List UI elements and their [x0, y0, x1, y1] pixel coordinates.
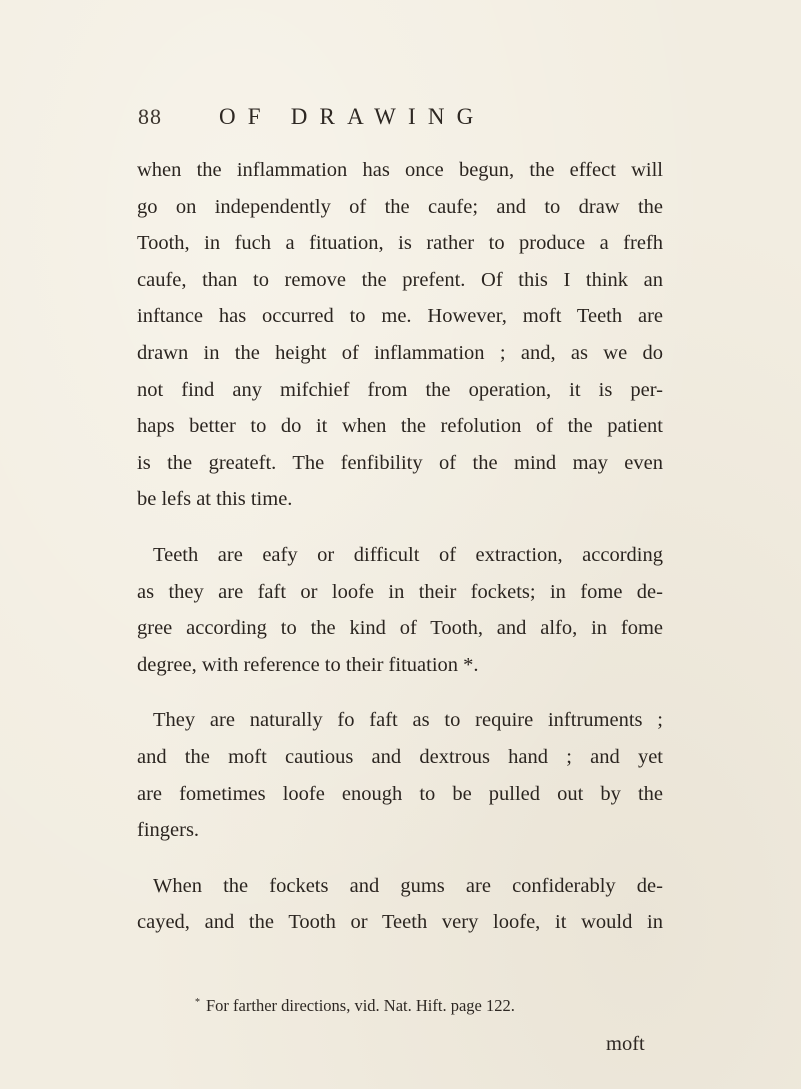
paragraph-gap: [137, 518, 663, 537]
footnote-mark: *: [195, 997, 200, 1008]
text-line: drawn in the height of inflammation ; and, as we do: [137, 341, 663, 364]
text-line: Tooth, in fuch a fituation, is rather to produce a frefh: [137, 232, 663, 255]
footnote-text: For farther directions, vid. Nat. Hift. page 122.: [206, 996, 515, 1015]
text-line: are fometimes loofe enough to be pulled out by the: [137, 782, 663, 805]
text-line: haps better to do it when the refolution of the patient: [137, 415, 663, 438]
text-line: gree according to the kind of Tooth, and alfo, in fome: [137, 617, 663, 640]
paragraph-gap: [137, 849, 663, 868]
page-header: [0, 104, 801, 138]
text-line: as they are faft or loofe in their fockets; in fome de-: [137, 580, 663, 603]
text-line: inftance has occurred to me. However, moft Teeth are: [137, 305, 663, 328]
text-line: fingers.: [137, 819, 200, 842]
text-line: cayed, and the Tooth or Teeth very loofe, it would in: [137, 911, 663, 934]
footnote: [195, 996, 515, 1016]
text-line: degree, with reference to their fituation *.: [137, 653, 479, 676]
text-line: not find any mifchief from the operation, it is per-: [137, 378, 663, 401]
text-line: caufe, than to remove the prefent. Of this I think an: [137, 268, 663, 291]
body-text: [137, 152, 663, 941]
text-line: When the fockets and gums are confiderably de-: [153, 874, 663, 897]
text-line: Teeth are eafy or difficult of extraction, according: [153, 543, 663, 566]
text-line: go on independently of the caufe; and to draw the: [137, 195, 663, 218]
page-number: 88: [138, 104, 162, 129]
text-line: and the moft cautious and dextrous hand ; and yet: [137, 745, 663, 768]
catchword: moft: [606, 1033, 645, 1055]
text-line: is the greateft. The fenfibility of the mind may even: [137, 451, 663, 474]
text-line: They are naturally fo faft as to require inftruments ;: [153, 709, 663, 732]
paragraph-gap: [137, 683, 663, 702]
text-line: when the inflammation has once begun, the effect will: [137, 159, 663, 181]
text-line: be lefs at this time.: [137, 488, 293, 511]
running-head: OF DRAWING: [219, 104, 486, 129]
